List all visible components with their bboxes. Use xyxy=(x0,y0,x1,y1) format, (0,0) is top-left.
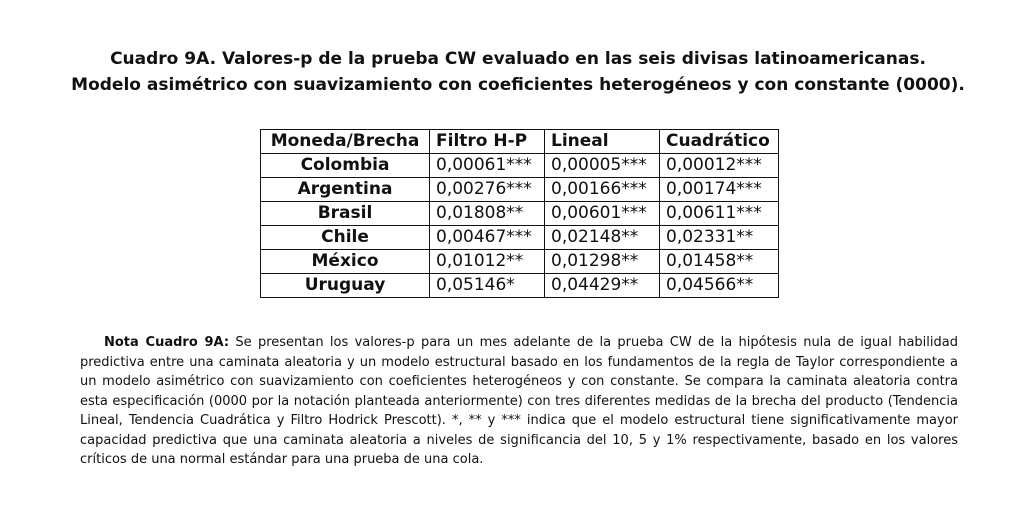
table-row xyxy=(261,202,779,226)
row-label: Argentina xyxy=(261,178,430,202)
cell-lineal: 0,00005*** xyxy=(545,154,660,178)
cell-hp: 0,01808** xyxy=(430,202,545,226)
cell-hp: 0,00061*** xyxy=(430,154,545,178)
table-note xyxy=(80,333,958,470)
row-label: Chile xyxy=(261,226,430,250)
cell-hp: 0,00467*** xyxy=(430,226,545,250)
table-row xyxy=(261,274,779,298)
cell-cuadratico: 0,02331** xyxy=(660,226,779,250)
header-lineal: Lineal xyxy=(545,130,660,154)
table-caption xyxy=(0,46,1036,98)
cell-lineal: 0,04429** xyxy=(545,274,660,298)
cell-cuadratico: 0,01458** xyxy=(660,250,779,274)
table-row xyxy=(261,250,779,274)
table-row xyxy=(261,178,779,202)
table-row xyxy=(261,154,779,178)
cell-cuadratico: 0,00611*** xyxy=(660,202,779,226)
results-table xyxy=(260,129,779,298)
cell-cuadratico: 0,04566** xyxy=(660,274,779,298)
cell-cuadratico: 0,00012*** xyxy=(660,154,779,178)
row-label: Colombia xyxy=(261,154,430,178)
cell-lineal: 0,02148** xyxy=(545,226,660,250)
header-cuadratico: Cuadrático xyxy=(660,130,779,154)
row-label: Uruguay xyxy=(261,274,430,298)
table-header-row xyxy=(261,130,779,154)
note-text: Se presentan los valores-p para un mes adelante de la prueba CW de la hipótesis nula de igual habilidad predictiva entre una caminata aleatoria y un modelo estructural basado en los fundamentos de la regla de Taylor correspondiente a un modelo asimétrico con suavizamiento con coeficientes heterogéneos y con constante. Se compara la caminata aleatoria contra esta especificación (0000 por la notación planteada anteriormente) con tres diferentes medidas de la brecha del producto (Tendencia Lineal, Tendencia Cuadrática y Filtro Hodrick Prescott). *, ** y *** indica que el modelo estructural tiene significativamente mayor capacidad predictiva que una caminata aleatoria a niveles de significancia del 10, 5 y 1% respectivamente, basado en los valores críticos de una normal estándar para una prueba de una cola. xyxy=(80,335,958,467)
table-row xyxy=(261,226,779,250)
cell-hp: 0,00276*** xyxy=(430,178,545,202)
cell-hp: 0,05146* xyxy=(430,274,545,298)
cell-lineal: 0,00166*** xyxy=(545,178,660,202)
cell-lineal: 0,00601*** xyxy=(545,202,660,226)
header-moneda-brecha: Moneda/Brecha xyxy=(261,130,430,154)
cell-cuadratico: 0,00174*** xyxy=(660,178,779,202)
cell-hp: 0,01012** xyxy=(430,250,545,274)
cell-lineal: 0,01298** xyxy=(545,250,660,274)
caption-line-1: Cuadro 9A. Valores-p de la prueba CW evaluado en las seis divisas latinoamericanas. xyxy=(110,49,926,69)
header-filtro-hp: Filtro H-P xyxy=(430,130,545,154)
caption-line-2: Modelo asimétrico con suavizamiento con coeficientes heterogéneos y con constante (0000). xyxy=(71,75,965,95)
note-label: Nota Cuadro 9A: xyxy=(104,335,230,350)
row-label: México xyxy=(261,250,430,274)
row-label: Brasil xyxy=(261,202,430,226)
